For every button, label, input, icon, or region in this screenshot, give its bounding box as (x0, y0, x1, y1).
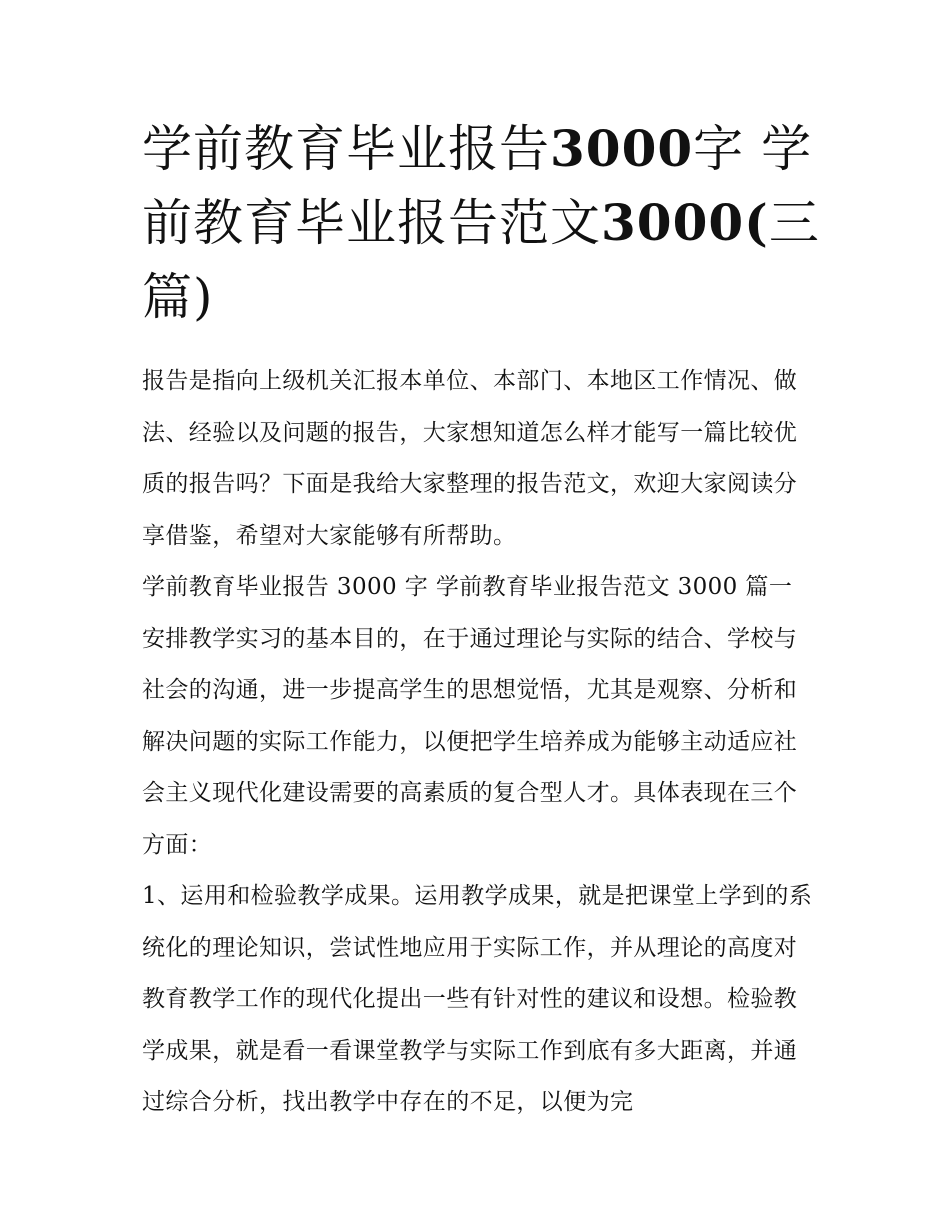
title-part-2: 3000 (550, 119, 694, 178)
title-part-4: 3000( (601, 193, 769, 252)
document-body (142, 356, 814, 1129)
paragraph-point-one: 1、运用和检验教学成果。运用教学成果，就是把课堂上学到的系统化的理论知识，尝试性地应用于实际工作，并从理论的高度对教育教学工作的现代化提出一些有针对性的建议和设想。检验教学成果，就是看一看课堂教学与实际工作到底有多大距离，并通过综合分析，找出教学中存在的不足，以便为完 (142, 883, 813, 1115)
paragraph-intro: 报告是指向上级机关汇报本单位、本部门、本地区工作情况、做法、经验以及问题的报告，大家想知道怎么样才能写一篇比较优质的报告吗？下面是我给大家整理的报告范文，欢迎大家阅读分享借鉴，希望对大家能够有所帮助。 (142, 368, 798, 549)
title-part-5: 三篇) (142, 194, 820, 326)
document-title (142, 112, 822, 334)
paragraph-heading-one: 学前教育毕业报告 3000 字 学前教育毕业报告范文 3000 篇一 (142, 574, 793, 600)
title-part-1: 学前教育毕业报告 (142, 120, 550, 178)
paragraph-purpose: 安排教学实习的基本目的，在于通过理论与实际的结合、学校与社会的沟通，进一步提高学生的思想觉悟，尤其是观察、分析和解决问题的实际工作能力，以便把学生培养成为能够主动适应社会主义现代化建设需要的高素质的复合型人才。具体表现在三个方面： (142, 625, 798, 858)
title-part-3: 字 学前教育毕业报告范文 (142, 120, 813, 252)
